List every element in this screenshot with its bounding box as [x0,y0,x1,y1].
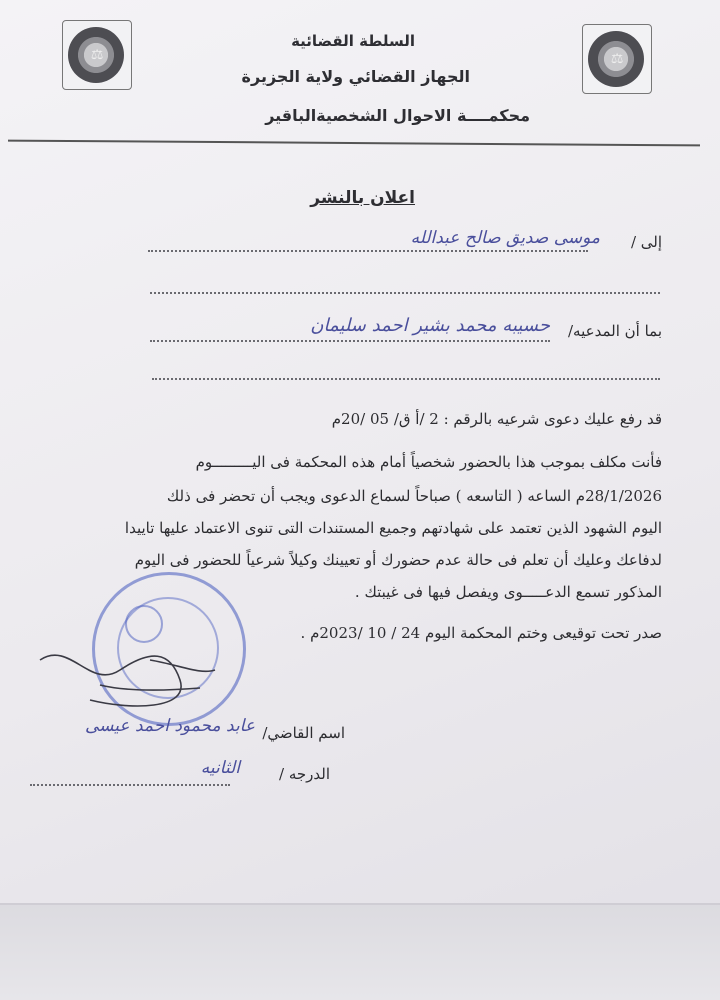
summons-line-3: اليوم الشهود الذين تعتمد على شهادتهم وجميع المستندات التى تنوى الاعتماد عليها تاييدا [124,519,662,537]
judge-signature [30,630,230,720]
defendant-name: موسى صديق صالح عبدالله [410,228,600,248]
summons-line-5: المذكور تسمع الدعـــــوى ويفصل فيها فى غيبتك . [354,583,662,601]
court-emblem-right [582,24,652,94]
judge-label: اسم القاضي/ [262,724,345,742]
summons-line-1: فأنت مكلف بموجب هذا بالحضور شخصياً أمام هذه المحكمة فى اليـــــــــوم [195,453,662,471]
judiciary-name: الجهاز القضائي ولاية الجزيرة [241,67,470,86]
issued-date-line: صدر تحت توقيعى وختم المحكمة اليوم 24 / 10 /2023م . [300,624,662,642]
plaintiff-label: بما أن المدعيه/ [568,322,662,340]
court-name: محكمــــة الاحوال الشخصيةالباقير [265,106,530,125]
authority-name: السلطة القضائية [291,32,415,50]
blank-dotted-line-2 [152,378,660,380]
plaintiff-name: حسيبه محمد بشير احمد سليمان [310,315,550,336]
blank-dotted-line-1 [150,292,660,294]
plaintiff-dotted-line [150,340,550,342]
case-number-line: قد رفع عليك دعوى شرعيه بالرقم : 2 /أ ق/ 05 /20م [331,410,662,428]
judge-name: عابد محمود احمد عيسى [84,716,255,736]
page-fold [0,905,720,1000]
defendant-dotted-line [148,250,588,252]
notice-title: اعلان بالنشر [310,188,415,208]
scales-icon: ⚖ [610,51,624,67]
to-label: إلى / [630,233,662,251]
rank-label: الدرجه / [279,765,330,783]
court-emblem-left [62,20,132,90]
rank-value: الثانيه [200,758,240,778]
scales-icon: ⚖ [90,47,104,63]
summons-line-4: لدفاعك وعليك أن تعلم فى حالة عدم حضورك أو تعيينك وكيلاً شرعياً للحضور فى اليوم [134,551,662,569]
header-divider [8,140,700,147]
rank-dotted-line [30,784,230,786]
summons-line-2: 28/1/2026م الساعه ( التاسعه ) صباحاً لسماع الدعوى ويجب أن تحضر فى ذلك [166,487,662,505]
